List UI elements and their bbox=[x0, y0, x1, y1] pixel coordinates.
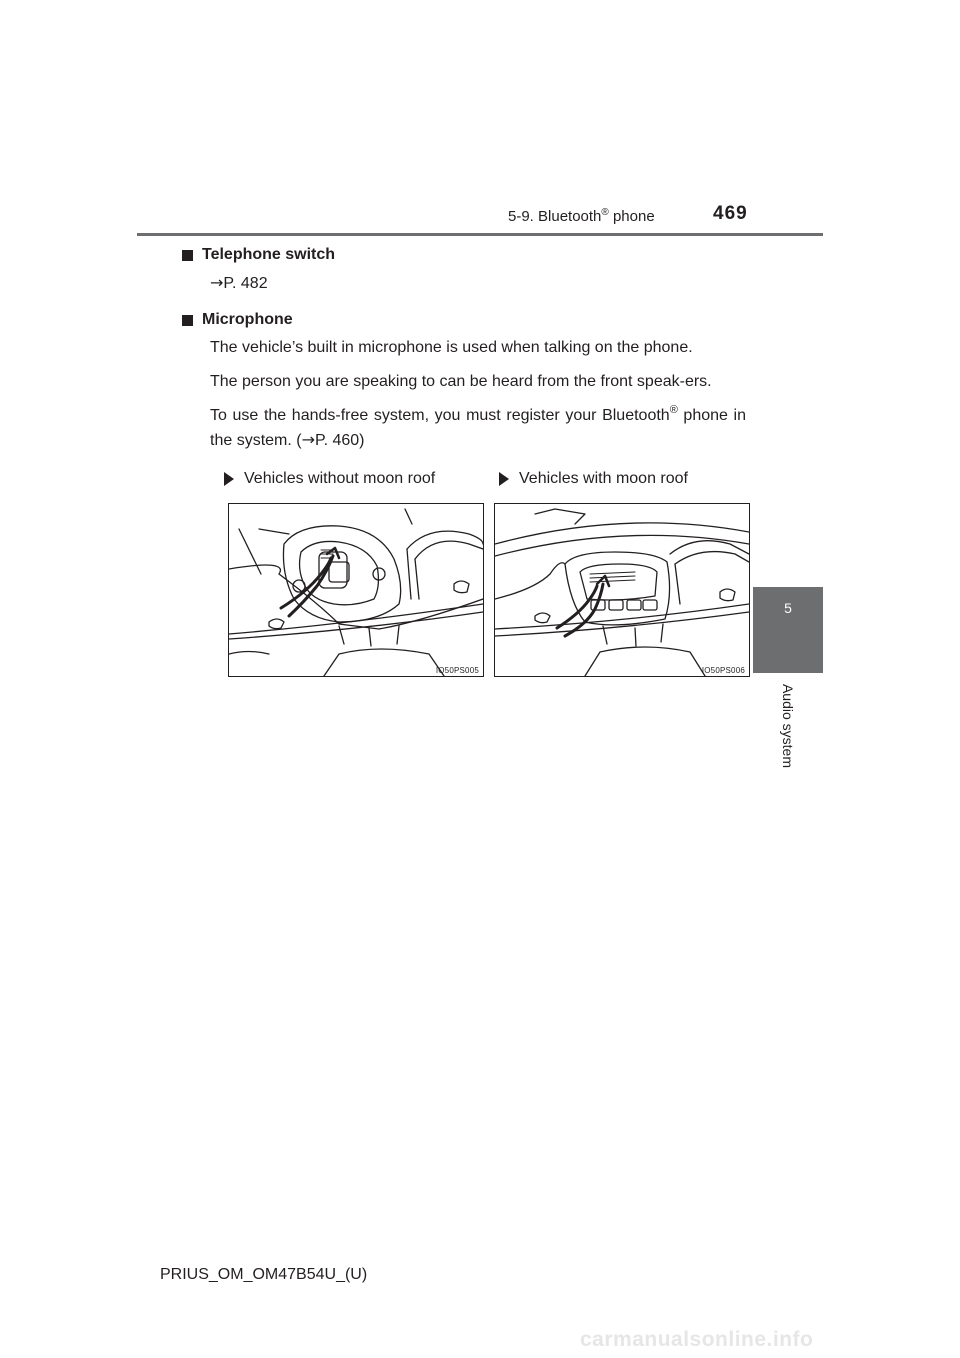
header-divider bbox=[137, 233, 823, 236]
overhead-console-illustration bbox=[495, 504, 749, 676]
paragraph-front-speakers: The person you are speaking to can be heard from the front speak-ers. bbox=[210, 373, 712, 390]
registered-mark: ® bbox=[601, 207, 609, 218]
chapter-title: Audio system bbox=[780, 683, 796, 769]
paragraph-register-phone bbox=[210, 404, 746, 453]
caption-text: Vehicles with moon roof bbox=[519, 470, 688, 487]
page-reference bbox=[210, 271, 746, 296]
registered-mark: ® bbox=[669, 404, 678, 416]
page-reference-link[interactable]: P. 482 bbox=[223, 275, 268, 292]
paragraph-text: To use the hands-free system, you must register your Bluetooth bbox=[210, 407, 670, 424]
figure-without-moon-roof bbox=[228, 503, 484, 677]
section-header bbox=[508, 207, 655, 225]
page-number: 469 bbox=[713, 203, 748, 224]
section-title-text: Microphone bbox=[202, 311, 293, 328]
figure-code: IO50PS006 bbox=[701, 666, 745, 675]
document-id: PRIUS_OM_OM47B54U_(U) bbox=[160, 1266, 368, 1283]
figure-caption-right bbox=[499, 470, 688, 488]
arrow-right-icon: → bbox=[301, 430, 315, 449]
arrow-right-icon: → bbox=[210, 273, 224, 292]
paragraph-text: phone in the system. ( bbox=[210, 407, 747, 449]
square-bullet-icon bbox=[182, 250, 193, 261]
paragraph-microphone-use: The vehicle’s built in microphone is used when talking on the phone. bbox=[210, 339, 693, 356]
overhead-console-illustration bbox=[229, 504, 483, 676]
square-bullet-icon bbox=[182, 315, 193, 326]
section-title bbox=[180, 308, 746, 332]
section-microphone bbox=[202, 308, 747, 453]
chapter-number: 5 bbox=[784, 600, 792, 616]
section-header-text: 5-9. Bluetooth bbox=[508, 208, 602, 225]
figure-caption-left bbox=[224, 470, 435, 488]
caption-text: Vehicles without moon roof bbox=[244, 470, 436, 487]
figure-code: IO50PS005 bbox=[435, 666, 479, 675]
triangle-bullet-icon bbox=[499, 472, 509, 486]
page-reference-link[interactable]: P. 460) bbox=[314, 432, 365, 449]
section-telephone-switch bbox=[202, 243, 746, 296]
section-header-suffix: phone bbox=[608, 208, 655, 225]
section-title-text: Telephone switch bbox=[202, 246, 336, 263]
watermark: carmanualsonline.info bbox=[580, 1328, 814, 1351]
triangle-bullet-icon bbox=[224, 472, 234, 486]
section-title bbox=[180, 243, 746, 267]
figure-with-moon-roof bbox=[494, 503, 750, 677]
main-content bbox=[202, 243, 747, 463]
